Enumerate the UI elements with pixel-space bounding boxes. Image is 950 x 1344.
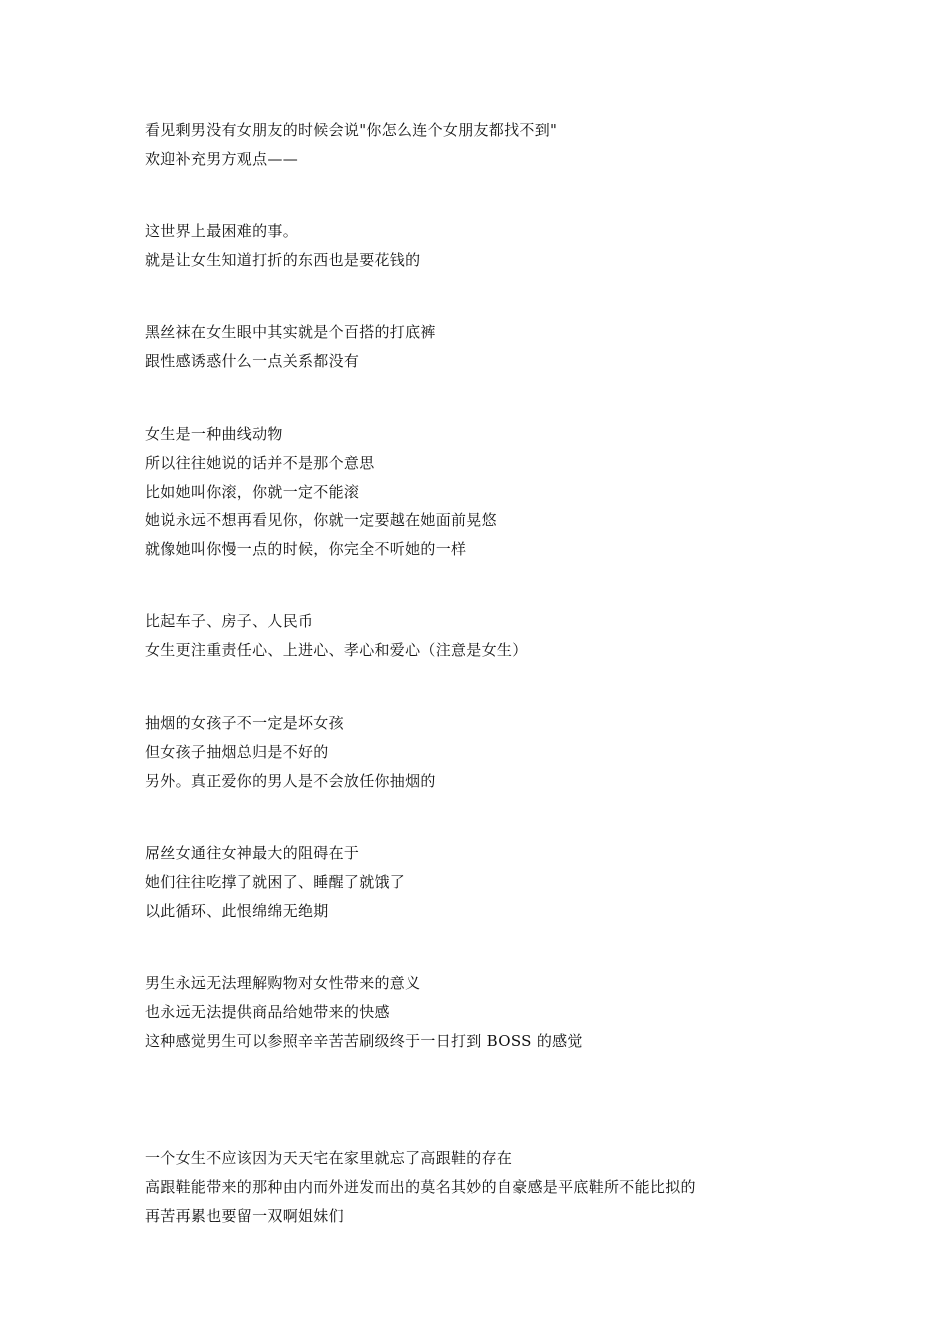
text-line: 这种感觉男生可以参照辛辛苦苦刷级终于一日打到 BOSS 的感觉 [145,1032,583,1050]
text-line: 欢迎补充男方观点—— [145,150,299,168]
text-line: 就是让女生知道打折的东西也是要花钱的 [145,251,421,269]
text-line: 她说永远不想再看见你，你就一定要越在她面前晃悠 [145,511,497,529]
text-line: 这世界上最困难的事。 [145,222,299,240]
text-line: 看见剩男没有女朋友的时候会说"你怎么连个女朋友都找不到" [145,121,558,139]
text-line: 以此循环、此恨绵绵无绝期 [145,902,329,920]
text-line: 女生更注重责任心、上进心、孝心和爱心（注意是女生） [145,641,528,659]
text-line: 一个女生不应该因为天天宅在家里就忘了高跟鞋的存在 [145,1149,513,1167]
text-line: 黑丝袜在女生眼中其实就是个百搭的打底裤 [145,323,436,341]
text-line: 比起车子、房子、人民币 [145,612,314,630]
text-line: 她们往往吃撑了就困了、睡醒了就饿了 [145,873,406,891]
text-line: 再苦再累也要留一双啊姐妹们 [145,1207,344,1225]
text-line: 另外。真正爱你的男人是不会放任你抽烟的 [145,772,436,790]
text-line: 跟性感诱惑什么一点关系都没有 [145,352,360,370]
text-line: 高跟鞋能带来的那种由内而外迸发而出的莫名其妙的自豪感是平底鞋所不能比拟的 [145,1178,696,1196]
text-line: 所以往往她说的话并不是那个意思 [145,454,375,472]
text-line: 也永远无法提供商品给她带来的快感 [145,1003,390,1021]
text-line: 屌丝女通往女神最大的阻碍在于 [145,844,360,862]
text-line: 就像她叫你慢一点的时候，你完全不听她的一样 [145,540,467,558]
text-line: 但女孩子抽烟总归是不好的 [145,743,329,761]
text-line: 抽烟的女孩子不一定是坏女孩 [145,714,344,732]
text-line: 女生是一种曲线动物 [145,425,283,443]
text-line: 比如她叫你滚，你就一定不能滚 [145,483,360,501]
text-line: 男生永远无法理解购物对女性带来的意义 [145,974,421,992]
